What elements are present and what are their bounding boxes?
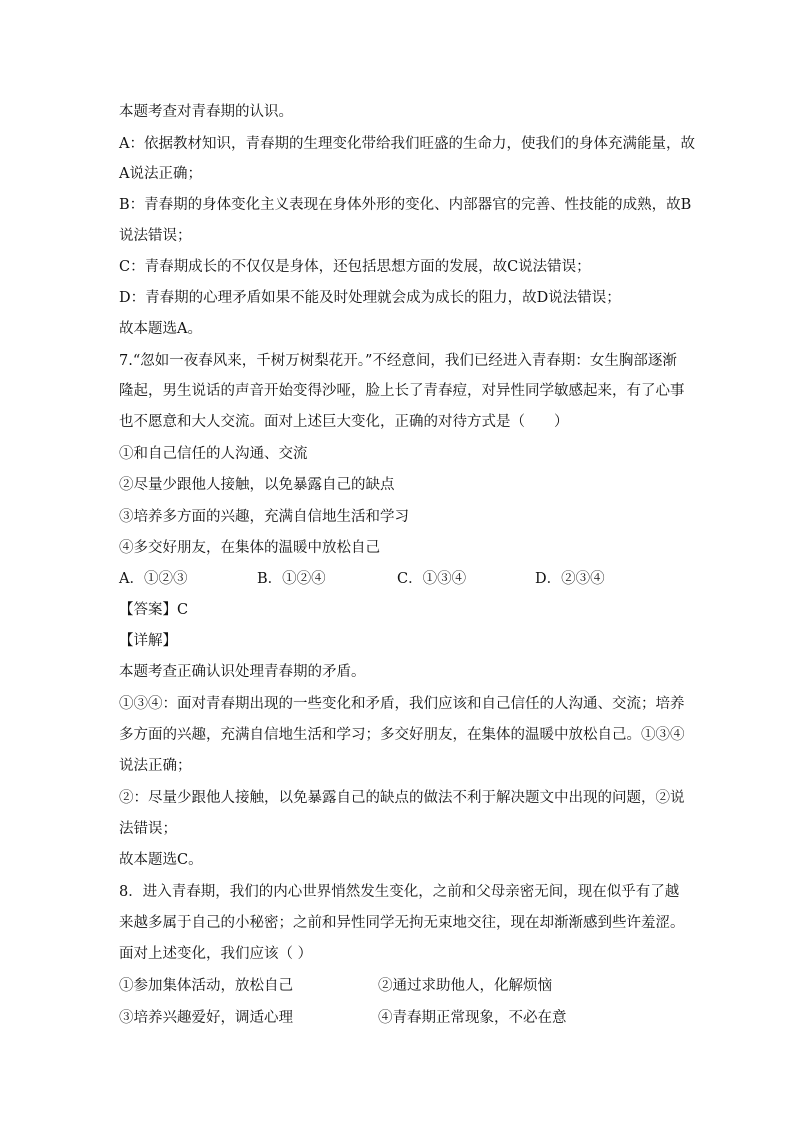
- text-line: B：青春期的身体变化主义表现在身体外形的变化、内部器官的完善、性技能的成熟，故B: [119, 197, 692, 213]
- statement-item: ③培养多方面的兴趣，充满自信地生活和学习: [119, 509, 409, 525]
- text-line: ①③④：面对青春期出现的一些变化和矛盾，我们应该和自己信任的人沟通、交流；培养: [119, 696, 685, 712]
- question-8-stem: 8．进入青春期，我们的内心世界悄然发生变化，之前和父母亲密无间，现在似乎有了越: [119, 884, 680, 900]
- question-8-stem: 来越多属于自己的小秘密；之前和异性同学无拘无束地交往，现在却渐渐感到些许羞涩。: [119, 915, 685, 931]
- question-8-stem: 面对上述变化，我们应该（ ）: [119, 946, 313, 962]
- question-7-stem: 隆起，男生说话的声音开始变得沙哑，脸上长了青春痘，对异性同学敏感起来，有了心事: [119, 383, 685, 399]
- text-line: 本题考查对青春期的认识。: [119, 104, 293, 120]
- text-line: 本题考查正确认识处理青春期的矛盾。: [119, 664, 366, 680]
- statement-item: ①参加集体活动，放松自己: [119, 978, 293, 994]
- text-line: C：青春期成长的不仅仅是身体，还包括思想方面的发展，故C说法错误；: [119, 259, 591, 275]
- choice-a: A．①②③: [119, 571, 188, 587]
- choice-c: C．①③④: [397, 571, 467, 587]
- text-line: A说法正确；: [119, 166, 202, 182]
- statement-item: ④多交好朋友，在集体的温暖中放松自己: [119, 540, 380, 556]
- text-line: ②：尽量少跟他人接触，以免暴露自己的缺点的做法不利于解决题文中出现的问题，②说: [119, 790, 685, 806]
- question-7-stem: 7.“忽如一夜春风来，千树万树梨花开。”不经意间，我们已经进入青春期：女生胸部逐渐: [119, 353, 677, 369]
- statement-item: ③培养兴趣爱好，调适心理: [119, 1010, 293, 1026]
- statement-item: ②通过求助他人，化解烦恼: [378, 978, 552, 994]
- statement-item: ②尽量少跟他人接触，以免暴露自己的缺点: [119, 477, 395, 493]
- text-line: 故本题选C。: [119, 852, 203, 868]
- detail-label: 【详解】: [119, 633, 177, 649]
- text-line: 多方面的兴趣，充满自信地生活和学习；多交好朋友，在集体的温暖中放松自己。①③④: [119, 727, 685, 743]
- text-line: D：青春期的心理矛盾如果不能及时处理就会成为成长的阻力，故D说法错误；: [119, 290, 621, 306]
- text-line: 说法错误；: [119, 228, 192, 244]
- statement-item: ④青春期正常现象，不必在意: [378, 1010, 567, 1026]
- text-line: A：依据教材知识，青春期的生理变化带给我们旺盛的生命力，使我们的身体充满能量，故: [119, 136, 695, 152]
- choice-d: D．②③④: [535, 571, 605, 587]
- answer-label: 【答案】C: [119, 602, 189, 618]
- text-line: 说法正确；: [119, 758, 192, 774]
- text-line: 故本题选A。: [119, 321, 202, 337]
- text-line: 法错误；: [119, 821, 177, 837]
- question-7-stem: 也不愿意和大人交流。面对上述巨大变化，正确的对待方式是（ ）: [119, 414, 569, 430]
- choice-b: B．①②④: [257, 571, 326, 587]
- statement-item: ①和自己信任的人沟通、交流: [119, 446, 308, 462]
